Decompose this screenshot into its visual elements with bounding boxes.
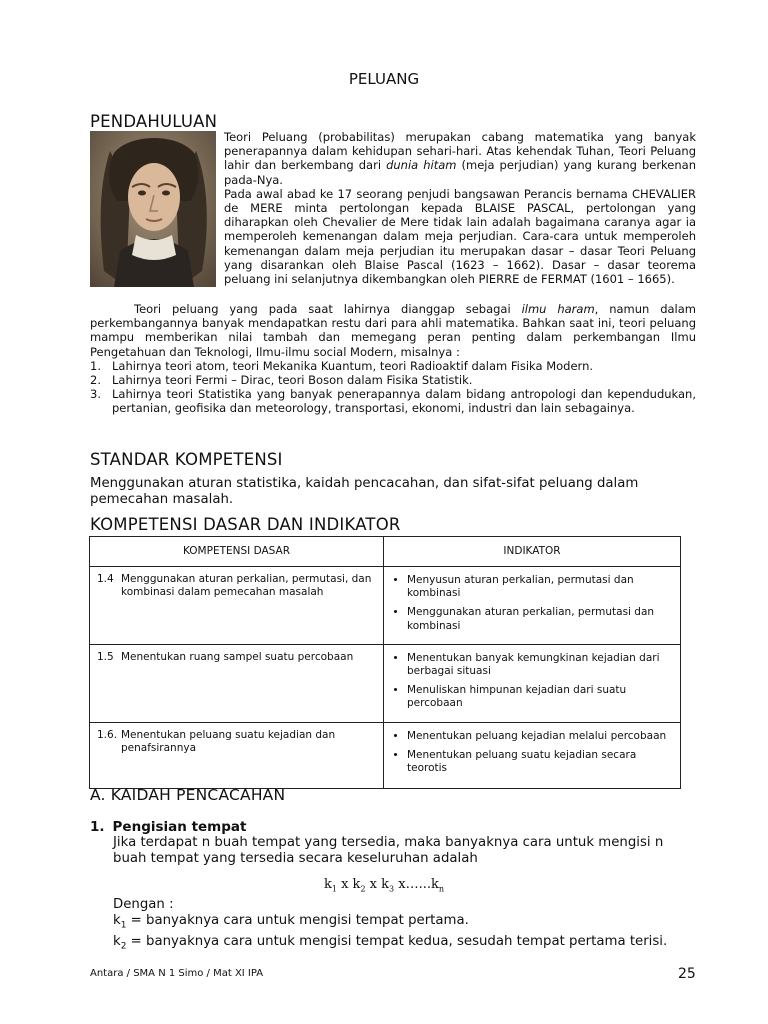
indicator-item: • Menentukan peluang suatu kejadian secara teorotis [407, 749, 671, 775]
heading-kaidah-pencacahan: A. KAIDAH PENCACAHAN [90, 786, 286, 804]
intro-p3-part-b: , namun dalam perkembangannya banyak mendapatkan restu dari para ahli matematika. Bahkan saat ini, teori peluang mampu memberikan nilai tambah dan memegang peran penting dalam perkembangan Ilmu Pengetahuan dan Teknologi, Ilmu-ilmu social Modern, misalnya : [90, 302, 696, 359]
heading-standar-kompetensi: STANDAR KOMPETENSI [90, 450, 283, 469]
intro-p1-part-a: Teori Peluang (probabilitas) merupakan cabang matematika yang banyak penerapannya dalam kehidupan sehari-hari. Atas kehendak Tuhan, Teori Peluang lahir dan berkembang dari [224, 130, 696, 173]
portrait-image [90, 131, 216, 287]
formula-k: k [352, 877, 361, 892]
intro-p3-italic: ilmu haram [521, 302, 595, 316]
indicator-item: • Menggunakan aturan perkalian, permutasi dan kombinasi [407, 606, 671, 632]
definitions-block [113, 897, 703, 954]
kd-text: Menggunakan aturan perkalian, permutasi, dan kombinasi dalam pemecahan masalah [121, 573, 372, 599]
formula [0, 877, 768, 894]
formula-sub: 3 [389, 884, 395, 894]
k2-definition [113, 934, 703, 955]
intro-p1-part-b: (meja perjudian) yang kurang berkenan pada-Nya. [224, 158, 696, 187]
list-item [90, 387, 696, 415]
competency-table [89, 536, 681, 789]
formula-times: x [365, 877, 382, 892]
table-row [90, 722, 681, 788]
list-number: 2. [90, 373, 101, 388]
subheading-title: Pengisian tempat [112, 819, 247, 835]
k1-sub: 1 [120, 920, 127, 931]
indicator-item: • Menuliskan himpunan kejadian dari suatu percobaan [407, 684, 671, 710]
standar-text: Menggunakan aturan statistika, kaidah pencacahan, dan sifat-sifat peluang dalam pemecahan masalah. [90, 476, 639, 507]
list-number: 3. [90, 387, 101, 402]
formula-k: k [323, 877, 332, 892]
k1-desc: = banyaknya cara untuk mengisi tempat pertama. [126, 913, 469, 928]
applications-list [90, 359, 696, 416]
intro-p3-part-a: Teori peluang yang pada saat lahirnya dianggap sebagai [134, 302, 522, 316]
list-text: Lahirnya teori Statistika yang banyak penerapannya dalam bidang antropologi dan kependudukan, pertanian, geofisika dan meteorology, transportasi, ekonomi, industri dan lain sebagainya. [112, 387, 696, 416]
formula-times: x [336, 877, 353, 892]
kd-text: Menentukan ruang sampel suatu percobaan [121, 650, 354, 663]
k2-symbol: k [113, 933, 121, 949]
k2-desc: = banyaknya cara untuk mengisi tempat kedua, sesudah tempat pertama terisi. [126, 933, 668, 949]
portrait-illustration [90, 131, 216, 287]
page-title: PELUANG [348, 70, 420, 88]
list-item [90, 359, 696, 373]
table-header-row [90, 537, 681, 567]
formula-sub: 2 [360, 884, 366, 894]
k1-symbol: k [113, 913, 121, 928]
formula-k: k [381, 877, 390, 892]
formula-dots: x…... [394, 877, 431, 892]
kd-number: 1.5 [97, 650, 114, 663]
indicator-item: • Menentukan peluang kejadian melalui percobaan [407, 730, 671, 743]
indicator-item: • Menyusun aturan perkalian, permutasi dan kombinasi [407, 574, 671, 600]
kd-number: 1.6. [97, 728, 118, 741]
table-row [90, 644, 681, 722]
kd-number: 1.4 [97, 573, 114, 585]
list-text: Lahirnya teori atom, teori Mekanika Kuantum, teori Radioaktif dalam Fisika Modern. [112, 358, 594, 373]
formula-sub: n [438, 884, 445, 894]
k2-sub: 2 [120, 941, 127, 952]
k1-definition [113, 913, 703, 934]
footer-source: Antara / SMA N 1 Simo / Mat XI IPA [90, 968, 264, 979]
formula-sub: 1 [331, 884, 337, 894]
subheading-number: 1. [90, 819, 105, 835]
kd-text: Menentukan peluang suatu kejadian dan penafsirannya [121, 728, 336, 754]
formula-k: k [431, 877, 439, 892]
page-number: 25 [678, 966, 696, 982]
header-kompetensi-dasar: KOMPETENSI DASAR [90, 537, 384, 567]
heading-kompetensi-dasar: KOMPETENSI DASAR DAN INDIKATOR [90, 515, 401, 534]
intro-paragraph-2: Pada awal abad ke 17 seorang penjudi bangsawan Perancis bernama CHEVALIER de MERE minta pertolongan kepada BLAISE PASCAL, pertolongan yang diharapkan oleh Chevalier de Mere tidak lain adalah bagaimana caranya agar ia memperoleh kemenangan dalam meja perjudian. Cara-cara untuk memperoleh kemenangan dalam meja perjudian itu merupakan dasar – dasar Teori Peluang yang disarankan oleh Blaise Pascal (1623 – 1662). Dasar – dasar teorema peluang ini selanjutnya dikembangkan oleh PIERRE de FERMAT (1601 – 1665). [224, 186, 696, 287]
table-row [90, 567, 681, 645]
intro-p1-italic: dunia hitam [386, 158, 457, 173]
indicator-item: • Menentukan banyak kemungkinan kejadian dari berbagai situasi [407, 652, 671, 678]
list-number: 1. [90, 358, 101, 373]
list-item [90, 373, 696, 387]
header-indikator: INDIKATOR [384, 537, 681, 567]
intro-paragraph-3 [90, 302, 696, 416]
subheading-pengisian-tempat [90, 819, 246, 835]
pengisian-text: Jika terdapat n buah tempat yang tersedia, maka banyaknya cara untuk mengisi n buah tempat yang tersedia secara keseluruhan adalah [113, 835, 664, 866]
list-text: Lahirnya teori Fermi – Dirac, teori Boson dalam Fisika Statistik. [112, 373, 473, 388]
heading-pendahuluan: PENDAHULUAN [90, 112, 218, 131]
dengan-label: Dengan : [113, 897, 174, 912]
intro-paragraph-1 [224, 130, 696, 286]
